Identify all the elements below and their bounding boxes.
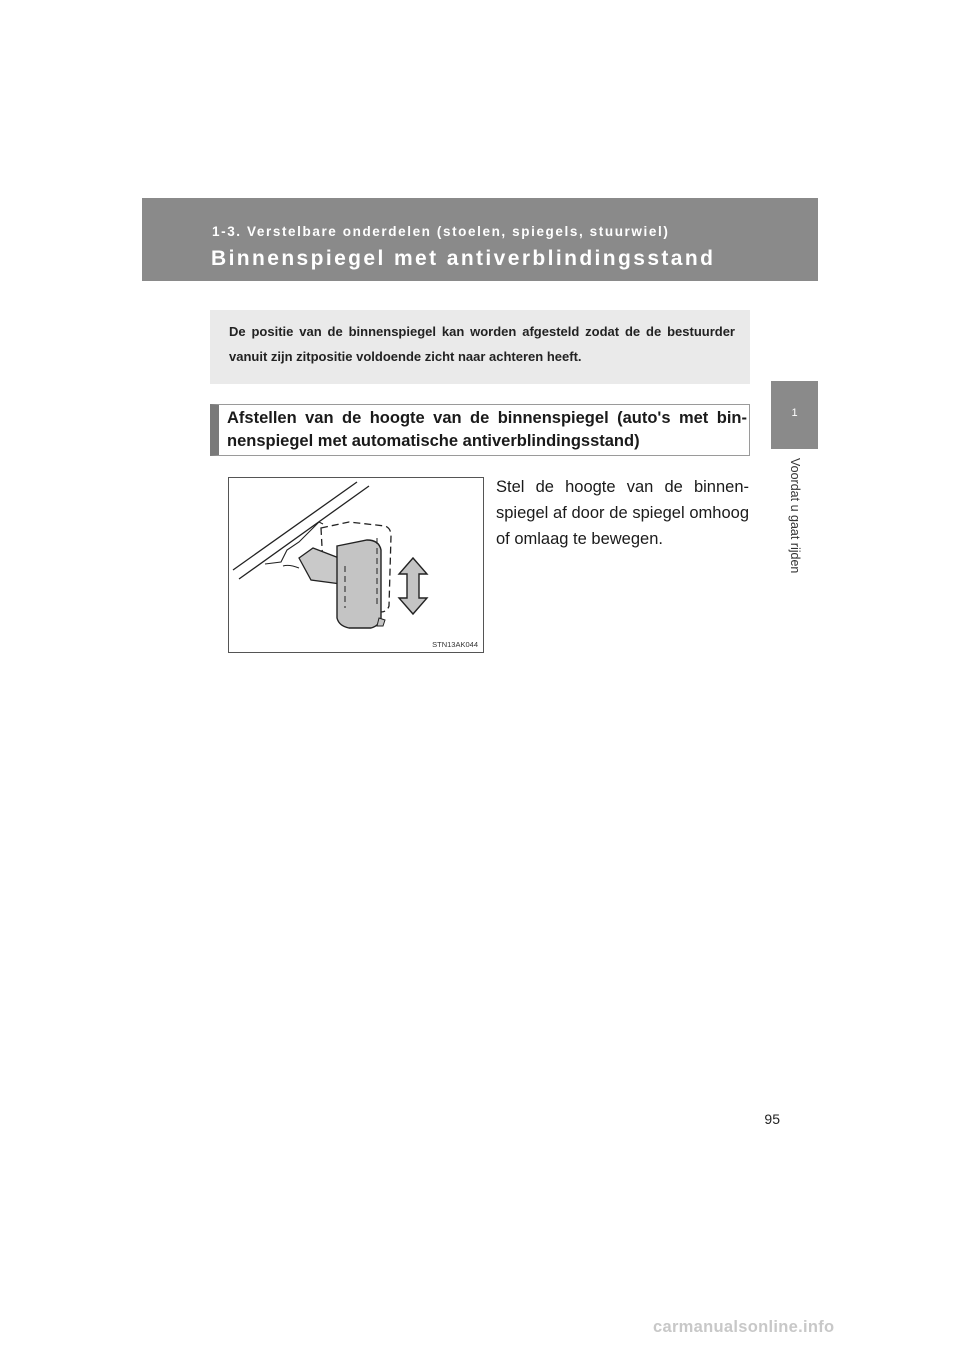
page-number: 95: [764, 1111, 780, 1127]
mirror-drawing: [229, 478, 485, 654]
mirror-illustration: [228, 477, 484, 653]
intro-text: De positie van de binnenspiegel kan worden afgesteld zodat de de bestuurder vanuit zijn zitpositie voldoende zicht naar achteren heeft.: [229, 324, 735, 364]
chapter-tab[interactable]: [771, 381, 818, 449]
subheading-box: [210, 404, 750, 456]
subheading-text: Afstellen van de hoogte van de binnenspiegel (auto's met bin-nenspiegel met automatische antiverblindingsstand): [227, 409, 747, 450]
chapter-number: 1: [791, 407, 798, 419]
intro-box: [210, 310, 750, 384]
page-title: Binnenspiegel met antiverblindingsstand: [211, 247, 716, 270]
chapter-header-band: [142, 198, 818, 281]
chapter-label: Voordat u gaat rijden: [788, 458, 802, 574]
watermark[interactable]: carmanualsonline.info: [653, 1318, 835, 1336]
mirror-body: [337, 540, 381, 628]
mirror-corner: [377, 618, 385, 626]
figure-code: STN13AK044: [432, 640, 478, 649]
mirror-mount: [299, 548, 341, 584]
section-heading: 1-3. Verstelbare onderdelen (stoelen, spiegels, stuurwiel): [212, 224, 670, 239]
mirror-cable: [283, 565, 299, 568]
body-text: Stel de hoogte van de binnen-spiegel af door de spiegel omhoog of omlaag te bewegen.: [496, 478, 749, 548]
up-down-arrow-icon: [399, 558, 427, 614]
